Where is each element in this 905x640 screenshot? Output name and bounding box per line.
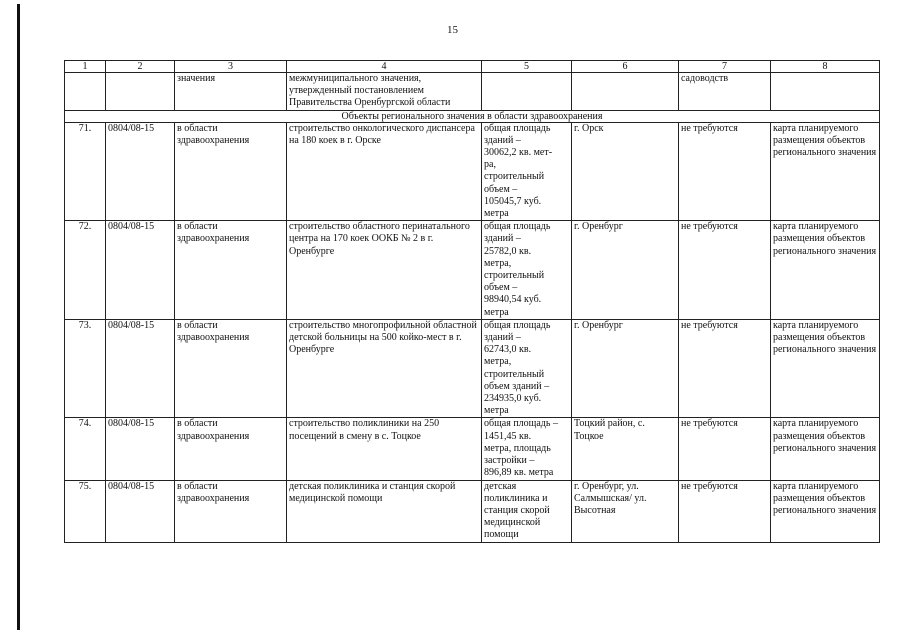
row-number: 71.	[65, 122, 106, 221]
row-code: 0804/08-15	[106, 480, 175, 542]
row-location: г. Орск	[572, 122, 679, 221]
row-object-name: строительство онкологического диспансера на 180 коек в г. Орске	[287, 122, 482, 221]
row-map: карта планируемого размещения объектов регионального значения	[771, 480, 880, 542]
column-number: 6	[572, 61, 679, 73]
column-number-row	[65, 61, 880, 73]
row-map: карта планируемого размещения объектов регионального значения	[771, 418, 880, 480]
row-code: 0804/08-15	[106, 319, 175, 418]
section-title: Объекты регионального значения в области здравоохранения	[65, 110, 880, 122]
row-number: 75.	[65, 480, 106, 542]
row-number: 72.	[65, 221, 106, 320]
table-cell: межмуниципального значения, утвержденный постановлением Правительства Оренбургской области	[287, 73, 482, 111]
row-code: 0804/08-15	[106, 418, 175, 480]
column-number: 5	[482, 61, 572, 73]
objects-table	[64, 60, 880, 543]
column-number: 3	[175, 61, 287, 73]
row-location: Тоцкий район, с. Тоцкое	[572, 418, 679, 480]
section-header-row	[65, 110, 880, 122]
table-cell	[482, 73, 572, 111]
continuation-row	[65, 73, 880, 111]
row-object-name: строительство многопрофильной областной детской больницы на 500 койко-мест в г. Оренбурге	[287, 319, 482, 418]
row-number: 74.	[65, 418, 106, 480]
row-area: в области здравоохранения	[175, 319, 287, 418]
column-number: 4	[287, 61, 482, 73]
row-object-name: детская поликлиника и станция скорой медицинской помощи	[287, 480, 482, 542]
row-map: карта планируемого размещения объектов регионального значения	[771, 319, 880, 418]
table-row	[65, 480, 880, 542]
row-zones: не требуются	[679, 122, 771, 221]
row-object-name: строительство поликлиники на 250 посещений в смену в с. Тоцкое	[287, 418, 482, 480]
binding-edge-line	[17, 4, 20, 630]
page-number: 15	[447, 24, 458, 36]
table-cell	[572, 73, 679, 111]
table-row	[65, 122, 880, 221]
row-area: в области здравоохранения	[175, 480, 287, 542]
column-number: 2	[106, 61, 175, 73]
row-zones: не требуются	[679, 418, 771, 480]
row-parameters: общая площадь зданий – 62743,0 кв. метра, строительный объем зданий – 234935,0 куб. метра	[482, 319, 572, 418]
column-number: 1	[65, 61, 106, 73]
row-parameters: общая площадь – 1451,45 кв. метра, площадь застройки – 896,89 кв. метра	[482, 418, 572, 480]
row-number: 73.	[65, 319, 106, 418]
table-row	[65, 221, 880, 320]
row-code: 0804/08-15	[106, 122, 175, 221]
column-number: 7	[679, 61, 771, 73]
row-parameters: общая площадь зданий – 30062,2 кв. мет- ра, строительный объем – 105045,7 куб. метра	[482, 122, 572, 221]
row-parameters: общая площадь зданий – 25782,0 кв. метра, строительный объем – 98940,54 куб. метра	[482, 221, 572, 320]
row-map: карта планируемого размещения объектов регионального значения	[771, 221, 880, 320]
row-zones: не требуются	[679, 480, 771, 542]
row-area: в области здравоохранения	[175, 418, 287, 480]
row-zones: не требуются	[679, 221, 771, 320]
table-cell: садоводств	[679, 73, 771, 111]
row-area: в области здравоохранения	[175, 221, 287, 320]
table-row	[65, 319, 880, 418]
table-cell: значения	[175, 73, 287, 111]
row-zones: не требуются	[679, 319, 771, 418]
column-number: 8	[771, 61, 880, 73]
row-location: г. Оренбург	[572, 221, 679, 320]
row-area: в области здравоохранения	[175, 122, 287, 221]
row-map: карта планируемого размещения объектов регионального значения	[771, 122, 880, 221]
row-object-name: строительство областного перинатального центра на 170 коек ООКБ № 2 в г. Оренбурге	[287, 221, 482, 320]
row-code: 0804/08-15	[106, 221, 175, 320]
table-cell	[771, 73, 880, 111]
row-location: г. Оренбург, ул. Салмышская/ ул. Высотная	[572, 480, 679, 542]
row-location: г. Оренбург	[572, 319, 679, 418]
table-row	[65, 418, 880, 480]
row-parameters: детская поликлиника и станция скорой медицинской помощи	[482, 480, 572, 542]
table-cell	[65, 73, 106, 111]
table-cell	[106, 73, 175, 111]
